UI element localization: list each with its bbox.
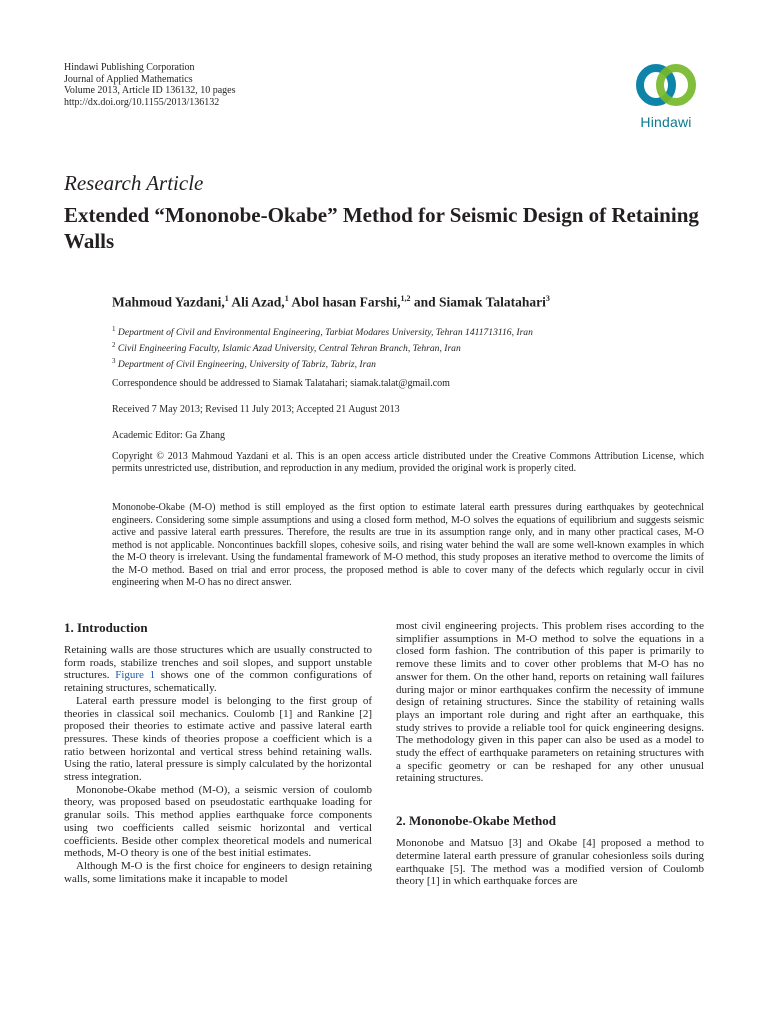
received-dates: Received 7 May 2013; Revised 11 July 2013; Accepted 21 August 2013: [112, 404, 400, 415]
right-column: [396, 620, 704, 888]
author-affil-sup: 3: [545, 294, 550, 303]
affiliation-item: [112, 339, 533, 355]
affiliation-sup: 3: [112, 357, 116, 366]
doi-link[interactable]: http://dx.doi.org/10.1155/2013/136132: [64, 96, 220, 108]
left-column: [64, 620, 372, 885]
author-affil-sup: 1: [224, 294, 229, 303]
author-name: Ali Azad,: [231, 294, 285, 310]
author-affil-sup: 1: [284, 294, 289, 303]
paper-title: Extended “Mononobe-Okabe” Method for Seismic Design of Retaining Walls: [64, 203, 699, 253]
section-heading-mononobe-okabe: 2. Mononobe-Okabe Method: [396, 813, 556, 829]
mo-paragraph-1: Mononobe and Matsuo [3] and Okabe [4] proposed a method to determine lateral earth pressure of granular cohesionless soils during earthquake [5]. The method was a modified version of Coulomb theory [1] in which earthquake forces are: [396, 837, 704, 888]
affiliation-item: [112, 355, 533, 371]
article-type: Research Article: [64, 171, 204, 195]
affiliations: [112, 323, 533, 372]
affiliation-text: Civil Engineering Faculty, Islamic Azad University, Central Tehran Branch, Tehran, Iran: [115, 343, 461, 355]
intro-paragraph-5: most civil engineering projects. This problem rises according to the simplifier assumptions in M-O method to solve the equations in a closed form fashion. The contribution of this paper is primarily to remove these limits and to cover other problems that M-O has no answer for them. On the other hand, reports on retaining wall failures during major or minor earthquakes confirm the necessity of immune design of retaining structures. Since the stability of retaining walls plays an important role during and right after an earthquake, this study strives to provide a reliable tool for quick engineering designs. The methodology given in this paper can also be used as a model to study the effect of earthquake parameters on retaining structures with a specific geometry or can be reshaped for any other unusual retaining structures.: [396, 620, 704, 785]
affiliation-item: [112, 323, 533, 339]
intro-paragraph-4: Although M-O is the first choice for engineers to design retaining walls, some limitations make it incapable to model: [64, 859, 372, 885]
text-span: shows one of the common configurations of retaining structures, schematically.: [64, 669, 373, 695]
affiliation-sup: 1: [112, 325, 116, 333]
text-span: Retaining walls are those structures which are usually constructed to form roads, stabilize trenches and soil slopes, and support unstable structures.: [64, 644, 372, 682]
affiliation-text: Department of Civil and Environmental Engineering, Tarbiat Modares University, Tehran 1411713116, Iran: [115, 327, 533, 339]
journal-name: Journal of Applied Mathematics: [64, 73, 193, 85]
hindawi-logo-icon: [632, 58, 700, 112]
author-name: Abol hasan Farshi,: [291, 294, 401, 310]
intro-paragraph-3: Mononobe-Okabe method (M-O), a seismic version of coulomb theory, was proposed based on pseudostatic earthquake loading for granular soils. This method applies earthquake force components using two coefficients called seismic horizontal and vertical coefficients. Beside other complex theoretical models and numerical methods, M-O theory is one of the best initial estimates.: [64, 783, 372, 860]
publisher-name: Hindawi Publishing Corporation: [64, 62, 195, 73]
volume-info: Volume 2013, Article ID 136132, 10 pages: [64, 85, 236, 96]
academic-editor: Academic Editor: Ga Zhang: [112, 430, 226, 441]
abstract: Mononobe-Okabe (M-O) method is still employed as the first option to estimate lateral earth pressures during earthquakes by geotechnical engineers. Considering some simple assumptions and using a closed form method, M-O solves the equations of equilibrium and suggests seismic active and passive lateral earth pressures. Therefore, the results are true in its assumption range only, and in many other practical cases, M-O method is not applicable. Noncontinues backfill slopes, cohesive soils, and rising water behind the wall are some well-known examples in which the M-O theory is irrelevant. Using the fundamental framework of M-O method, this study proposes an iterative method to overcome the limits of the M-O method. Based on trial and error process, the proposed method is able to cover many of the defects which regularly occur in civil engineering when M-O has no direct answer.: [112, 502, 704, 588]
affiliation-text: Department of Civil Engineering, University of Tabriz, Tabriz, Iran: [115, 359, 376, 371]
intro-paragraph-2: Lateral earth pressure model is belonging to the first group of theories in classical soil mechanics. Coulomb [1] and Rankine [2] proposed their theories to estimate active and passive lateral earth pressures. These kinds of theories propose a coefficient which is a ratio between horizontal and vertical stress behind retaining walls. Using the ratio, lateral pressure is simply calculated by the horizontal stress integration.: [64, 694, 372, 784]
correspondence: Correspondence should be addressed to Siamak Talatahari; siamak.talat@gmail.com: [112, 378, 450, 389]
figure-1-link[interactable]: Figure 1: [115, 669, 156, 682]
author-affil-sup: 1,2: [400, 294, 411, 303]
author-name: Mahmoud Yazdani,: [112, 294, 225, 310]
journal-meta: [64, 62, 235, 108]
hindawi-logo: [626, 58, 706, 138]
copyright-notice: Copyright © 2013 Mahmoud Yazdani et al. This is an open access article distributed under the Creative Commons Attribution License, which permits unrestricted use, distribution, and reproduction in any medium, provided the original work is properly cited.: [112, 451, 704, 474]
intro-paragraph-1: [64, 644, 372, 695]
logo-text: Hindawi: [640, 114, 692, 130]
author-name: and Siamak Talatahari: [413, 294, 546, 310]
author-list: [112, 294, 550, 311]
affiliation-sup: 2: [112, 341, 116, 350]
section-heading-introduction: 1. Introduction: [64, 620, 148, 635]
